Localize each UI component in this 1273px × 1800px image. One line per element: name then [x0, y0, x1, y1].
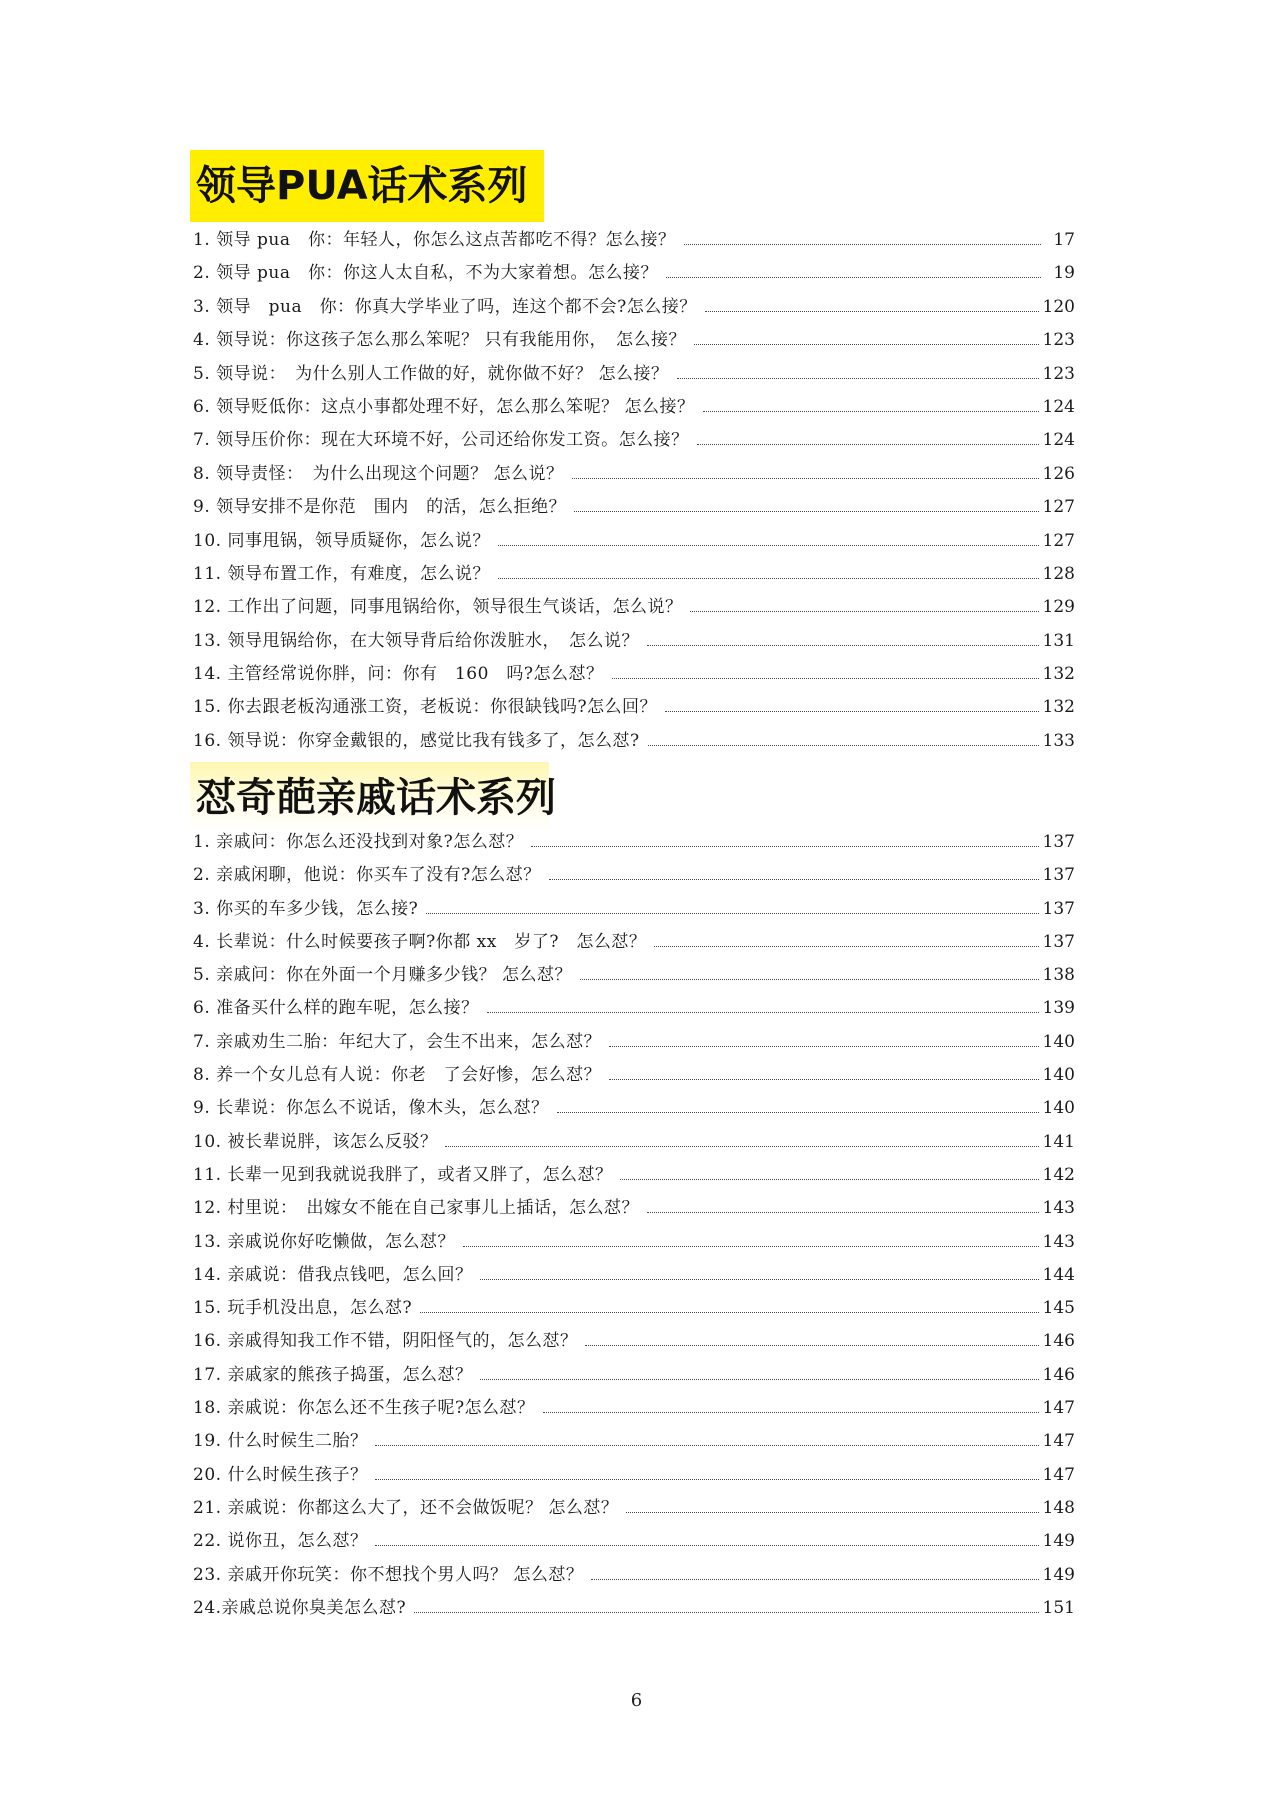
toc-entry-page: 146	[1042, 1331, 1075, 1352]
toc-entry-page: 19	[1053, 263, 1075, 284]
toc-entry[interactable]	[193, 959, 1075, 992]
section-title-leader-pua: 领导PUA话术系列	[190, 150, 544, 222]
toc-entry-page: 148	[1042, 1497, 1075, 1518]
toc-entry-page: 147	[1042, 1464, 1075, 1485]
toc-entry-title: 14. 亲戚说：借我点钱吧，怎么回？	[193, 1264, 473, 1285]
toc-entry-page: 129	[1042, 597, 1075, 618]
toc-dot-leader	[463, 1246, 1039, 1247]
toc-entry-page: 147	[1042, 1398, 1075, 1419]
toc-entry[interactable]	[193, 1259, 1075, 1292]
toc-dot-leader	[580, 979, 1039, 980]
toc-entry[interactable]	[193, 691, 1075, 724]
toc-entry-page: 17	[1053, 230, 1075, 250]
toc-entry-page: 142	[1042, 1164, 1075, 1185]
toc-entry-page: 132	[1042, 697, 1075, 718]
toc-entry-title: 24.亲戚总说你臭美怎么怼?	[193, 1597, 407, 1618]
toc-entry-page: 143	[1042, 1198, 1075, 1219]
toc-dot-leader	[620, 1179, 1038, 1180]
toc-entry-page: 126	[1042, 463, 1075, 484]
toc-entry-title: 11. 长辈一见到我就说我胖了，或者又胖了，怎么怼？	[193, 1164, 613, 1185]
toc-entry[interactable]	[193, 1292, 1075, 1325]
toc-entry-title: 2. 亲戚闲聊，他说：你买车了没有?怎么怼？	[193, 865, 541, 886]
toc-dot-leader	[654, 946, 1038, 947]
toc-entry[interactable]	[193, 1392, 1075, 1425]
toc-entry-page: 140	[1042, 1065, 1075, 1086]
toc-entry-title: 20. 什么时候生孩子？	[193, 1464, 368, 1485]
toc-dot-leader	[480, 1379, 1038, 1380]
toc-entry[interactable]	[193, 625, 1075, 658]
toc-entry-title: 10. 被长辈说胖，该怎么反驳？	[193, 1131, 438, 1152]
toc-entry[interactable]	[193, 458, 1075, 491]
toc-entry-page: 140	[1042, 1031, 1075, 1052]
toc-entry-page: 124	[1042, 430, 1075, 451]
toc-dot-leader	[677, 378, 1039, 379]
page-number: 6	[630, 1690, 643, 1711]
toc-entry-title: 3. 领导 pua 你：你真大学毕业了吗，连这个都不会?怎么接？	[193, 296, 697, 317]
toc-entry-page: 138	[1042, 965, 1075, 986]
toc-entry-title: 17. 亲戚家的熊孩子捣蛋，怎么怼？	[193, 1364, 473, 1385]
toc-dot-leader	[445, 1146, 1038, 1147]
toc-entry[interactable]	[193, 257, 1075, 290]
toc-dot-leader	[697, 444, 1039, 445]
toc-entry-title: 16. 领导说：你穿金戴银的，感觉比我有钱多了，怎么怼?	[193, 730, 640, 751]
toc-entry-title: 22. 说你丑，怎么怼？	[193, 1531, 368, 1552]
toc-entry[interactable]	[193, 1459, 1075, 1492]
toc-entry-title: 7. 领导压价你：现在大环境不好，公司还给你发工资。怎么接？	[193, 430, 689, 451]
toc-entry-title: 15. 你去跟老板沟通涨工资，老板说：你很缺钱吗?怎么回？	[193, 697, 658, 718]
toc-entry[interactable]	[193, 424, 1075, 457]
toc-entry-page: 127	[1042, 497, 1075, 518]
toc-entry-title: 5. 领导说： 为什么别人工作做的好，就你做不好？ 怎么接？	[193, 363, 669, 384]
toc-entry-page: 141	[1042, 1131, 1075, 1152]
toc-entry-page: 145	[1042, 1298, 1075, 1319]
toc-entry-title: 21. 亲戚说：你都这么大了，还不会做饭呢？ 怎么怼？	[193, 1497, 619, 1518]
toc-dot-leader	[426, 913, 1038, 914]
toc-dot-leader	[609, 1079, 1038, 1080]
toc-entry-page: 128	[1042, 563, 1075, 584]
toc-entry-title: 14. 主管经常说你胖，问：你有 160 吗?怎么怼？	[193, 664, 604, 685]
toc-entry-title: 2. 领导 pua 你：你这人太自私，不为大家着想。怎么接？	[193, 263, 658, 284]
toc-entry-page: 120	[1042, 296, 1075, 317]
toc-entry[interactable]	[193, 1192, 1075, 1225]
toc-entry-page: 149	[1042, 1564, 1075, 1585]
toc-entry-page: 144	[1042, 1264, 1075, 1285]
toc-entry-title: 7. 亲戚劝生二胎：年纪大了，会生不出来，怎么怼？	[193, 1031, 602, 1052]
toc-entry[interactable]	[193, 926, 1075, 959]
toc-entry-page: 127	[1042, 530, 1075, 551]
toc-entry[interactable]	[193, 391, 1075, 424]
toc-entry-page: 139	[1042, 998, 1075, 1019]
toc-entry[interactable]	[193, 525, 1075, 558]
toc-dot-leader	[648, 745, 1039, 746]
toc-entry[interactable]	[193, 558, 1075, 591]
toc-dot-leader	[549, 879, 1039, 880]
toc-entry-page: 131	[1042, 630, 1075, 651]
toc-dot-leader	[480, 1279, 1038, 1280]
toc-entry-page: 147	[1042, 1431, 1075, 1452]
toc-entry-page: 137	[1042, 931, 1075, 952]
toc-entry-title: 8. 养一个女儿总有人说：你老 了会好惨，怎么怼？	[193, 1065, 602, 1086]
toc-entry-title: 18. 亲戚说：你怎么还不生孩子呢?怎么怼？	[193, 1398, 535, 1419]
toc-entry[interactable]	[193, 1226, 1075, 1259]
toc-dot-leader	[591, 1579, 1038, 1580]
toc-entry[interactable]	[193, 1559, 1075, 1592]
toc-dot-leader	[647, 645, 1039, 646]
toc-entry-title: 1. 领导 pua 你：年轻人，你怎么这点苦都吃不得？怎么接？	[193, 230, 676, 250]
toc-entry[interactable]	[193, 826, 1075, 859]
toc-entry[interactable]	[193, 992, 1075, 1025]
toc-entry[interactable]	[193, 1425, 1075, 1458]
toc-entry-page: 124	[1042, 396, 1075, 417]
toc-dot-leader	[420, 1312, 1038, 1313]
toc-entry-title: 15. 玩手机没出息，怎么怼?	[193, 1298, 413, 1319]
toc-entry[interactable]	[193, 859, 1075, 892]
toc-entry[interactable]	[193, 358, 1075, 391]
section-title-relatives: 怼奇葩亲戚话术系列	[190, 762, 549, 834]
toc-dot-leader	[487, 1012, 1039, 1013]
toc-dot-leader	[414, 1612, 1038, 1613]
toc-entry-page: 123	[1042, 330, 1075, 351]
toc-entry-page: 151	[1042, 1597, 1075, 1618]
toc-dot-leader	[705, 311, 1039, 312]
toc-dot-leader	[543, 1412, 1039, 1413]
toc-dot-leader	[694, 344, 1039, 345]
toc-entry-title: 13. 亲戚说你好吃懒做，怎么怼？	[193, 1231, 455, 1252]
toc-entry[interactable]	[193, 324, 1075, 357]
toc-dot-leader	[684, 244, 1042, 245]
toc-dot-leader	[585, 1345, 1038, 1346]
toc-entry-title: 12. 村里说： 出嫁女不能在自己家事儿上插话，怎么怼？	[193, 1198, 639, 1219]
toc-dot-leader	[690, 611, 1038, 612]
toc-dot-leader	[375, 1479, 1038, 1480]
toc-entry-page: 146	[1042, 1364, 1075, 1385]
toc-entry-title: 4. 领导说：你这孩子怎么那么笨呢？ 只有我能用你， 怎么接？	[193, 330, 687, 351]
toc-entry-page: 132	[1042, 664, 1075, 685]
toc-entry-title: 5. 亲戚问：你在外面一个月赚多少钱？ 怎么怼？	[193, 965, 573, 986]
toc-dot-leader	[574, 511, 1038, 512]
toc-entry-title: 16. 亲戚得知我工作不错，阴阳怪气的，怎么怼？	[193, 1331, 578, 1352]
toc-list-leader-pua	[193, 224, 1075, 758]
toc-entry[interactable]	[193, 1325, 1075, 1358]
toc-entry[interactable]	[193, 591, 1075, 624]
toc-entry[interactable]	[193, 291, 1075, 324]
toc-entry-title: 4. 长辈说：什么时候要孩子啊?你都 xx 岁了? 怎么怼？	[193, 931, 647, 952]
toc-dot-leader	[375, 1545, 1038, 1546]
toc-dot-leader	[557, 1112, 1039, 1113]
toc-dot-leader	[666, 277, 1041, 278]
toc-dot-leader	[498, 578, 1039, 579]
toc-entry[interactable]	[193, 725, 1075, 758]
toc-entry[interactable]	[193, 1159, 1075, 1192]
toc-entry-page: 137	[1042, 898, 1075, 919]
toc-dot-leader	[531, 846, 1038, 847]
toc-entry-page: 137	[1042, 832, 1075, 852]
toc-entry-title: 6. 领导贬低你：这点小事都处理不好，怎么那么笨呢？ 怎么接？	[193, 396, 695, 417]
toc-entry-page: 123	[1042, 363, 1075, 384]
toc-entry[interactable]	[193, 1525, 1075, 1558]
toc-entry[interactable]	[193, 1492, 1075, 1525]
toc-entry-title: 12. 工作出了问题，同事甩锅给你，领导很生气谈话，怎么说？	[193, 597, 683, 618]
toc-entry-page: 137	[1042, 865, 1075, 886]
toc-entry[interactable]	[193, 1359, 1075, 1392]
toc-entry-title: 19. 什么时候生二胎？	[193, 1431, 368, 1452]
toc-list-relatives	[193, 826, 1075, 1625]
toc-entry-page: 140	[1042, 1098, 1075, 1119]
toc-dot-leader	[375, 1445, 1038, 1446]
toc-entry-title: 10. 同事甩锅，领导质疑你，怎么说？	[193, 530, 490, 551]
toc-dot-leader	[572, 478, 1039, 479]
toc-dot-leader	[609, 1046, 1038, 1047]
toc-entry[interactable]	[193, 491, 1075, 524]
toc-dot-leader	[612, 678, 1039, 679]
toc-entry[interactable]	[193, 1592, 1075, 1625]
toc-dot-leader	[665, 711, 1038, 712]
toc-dot-leader	[498, 545, 1039, 546]
toc-dot-leader	[703, 411, 1039, 412]
toc-entry[interactable]	[193, 1126, 1075, 1159]
toc-dot-leader	[647, 1212, 1039, 1213]
toc-entry-title: 3. 你买的车多少钱，怎么接?	[193, 898, 419, 919]
toc-entry[interactable]	[193, 224, 1075, 257]
toc-entry-title: 1. 亲戚问：你怎么还没找到对象?怎么怼？	[193, 832, 524, 852]
toc-entry-title: 23. 亲戚开你玩笑：你不想找个男人吗？ 怎么怼？	[193, 1564, 584, 1585]
toc-entry-title: 6. 准备买什么样的跑车呢，怎么接？	[193, 998, 479, 1019]
toc-entry[interactable]	[193, 893, 1075, 926]
toc-entry-title: 9. 领导安排不是你范 围内 的活，怎么拒绝？	[193, 497, 567, 518]
toc-entry-page: 143	[1042, 1231, 1075, 1252]
toc-dot-leader	[626, 1512, 1038, 1513]
toc-entry-title: 8. 领导责怪： 为什么出现这个问题？ 怎么说？	[193, 463, 564, 484]
toc-entry-title: 13. 领导甩锅给你，在大领导背后给你泼脏水， 怎么说？	[193, 630, 639, 651]
toc-entry-title: 11. 领导布置工作，有难度，怎么说？	[193, 563, 490, 584]
toc-entry[interactable]	[193, 658, 1075, 691]
toc-entry[interactable]	[193, 1092, 1075, 1125]
toc-entry[interactable]	[193, 1059, 1075, 1092]
toc-entry-page: 133	[1042, 730, 1075, 751]
toc-entry-page: 149	[1042, 1531, 1075, 1552]
toc-entry-title: 9. 长辈说：你怎么不说话，像木头，怎么怼？	[193, 1098, 549, 1119]
toc-entry[interactable]	[193, 1026, 1075, 1059]
